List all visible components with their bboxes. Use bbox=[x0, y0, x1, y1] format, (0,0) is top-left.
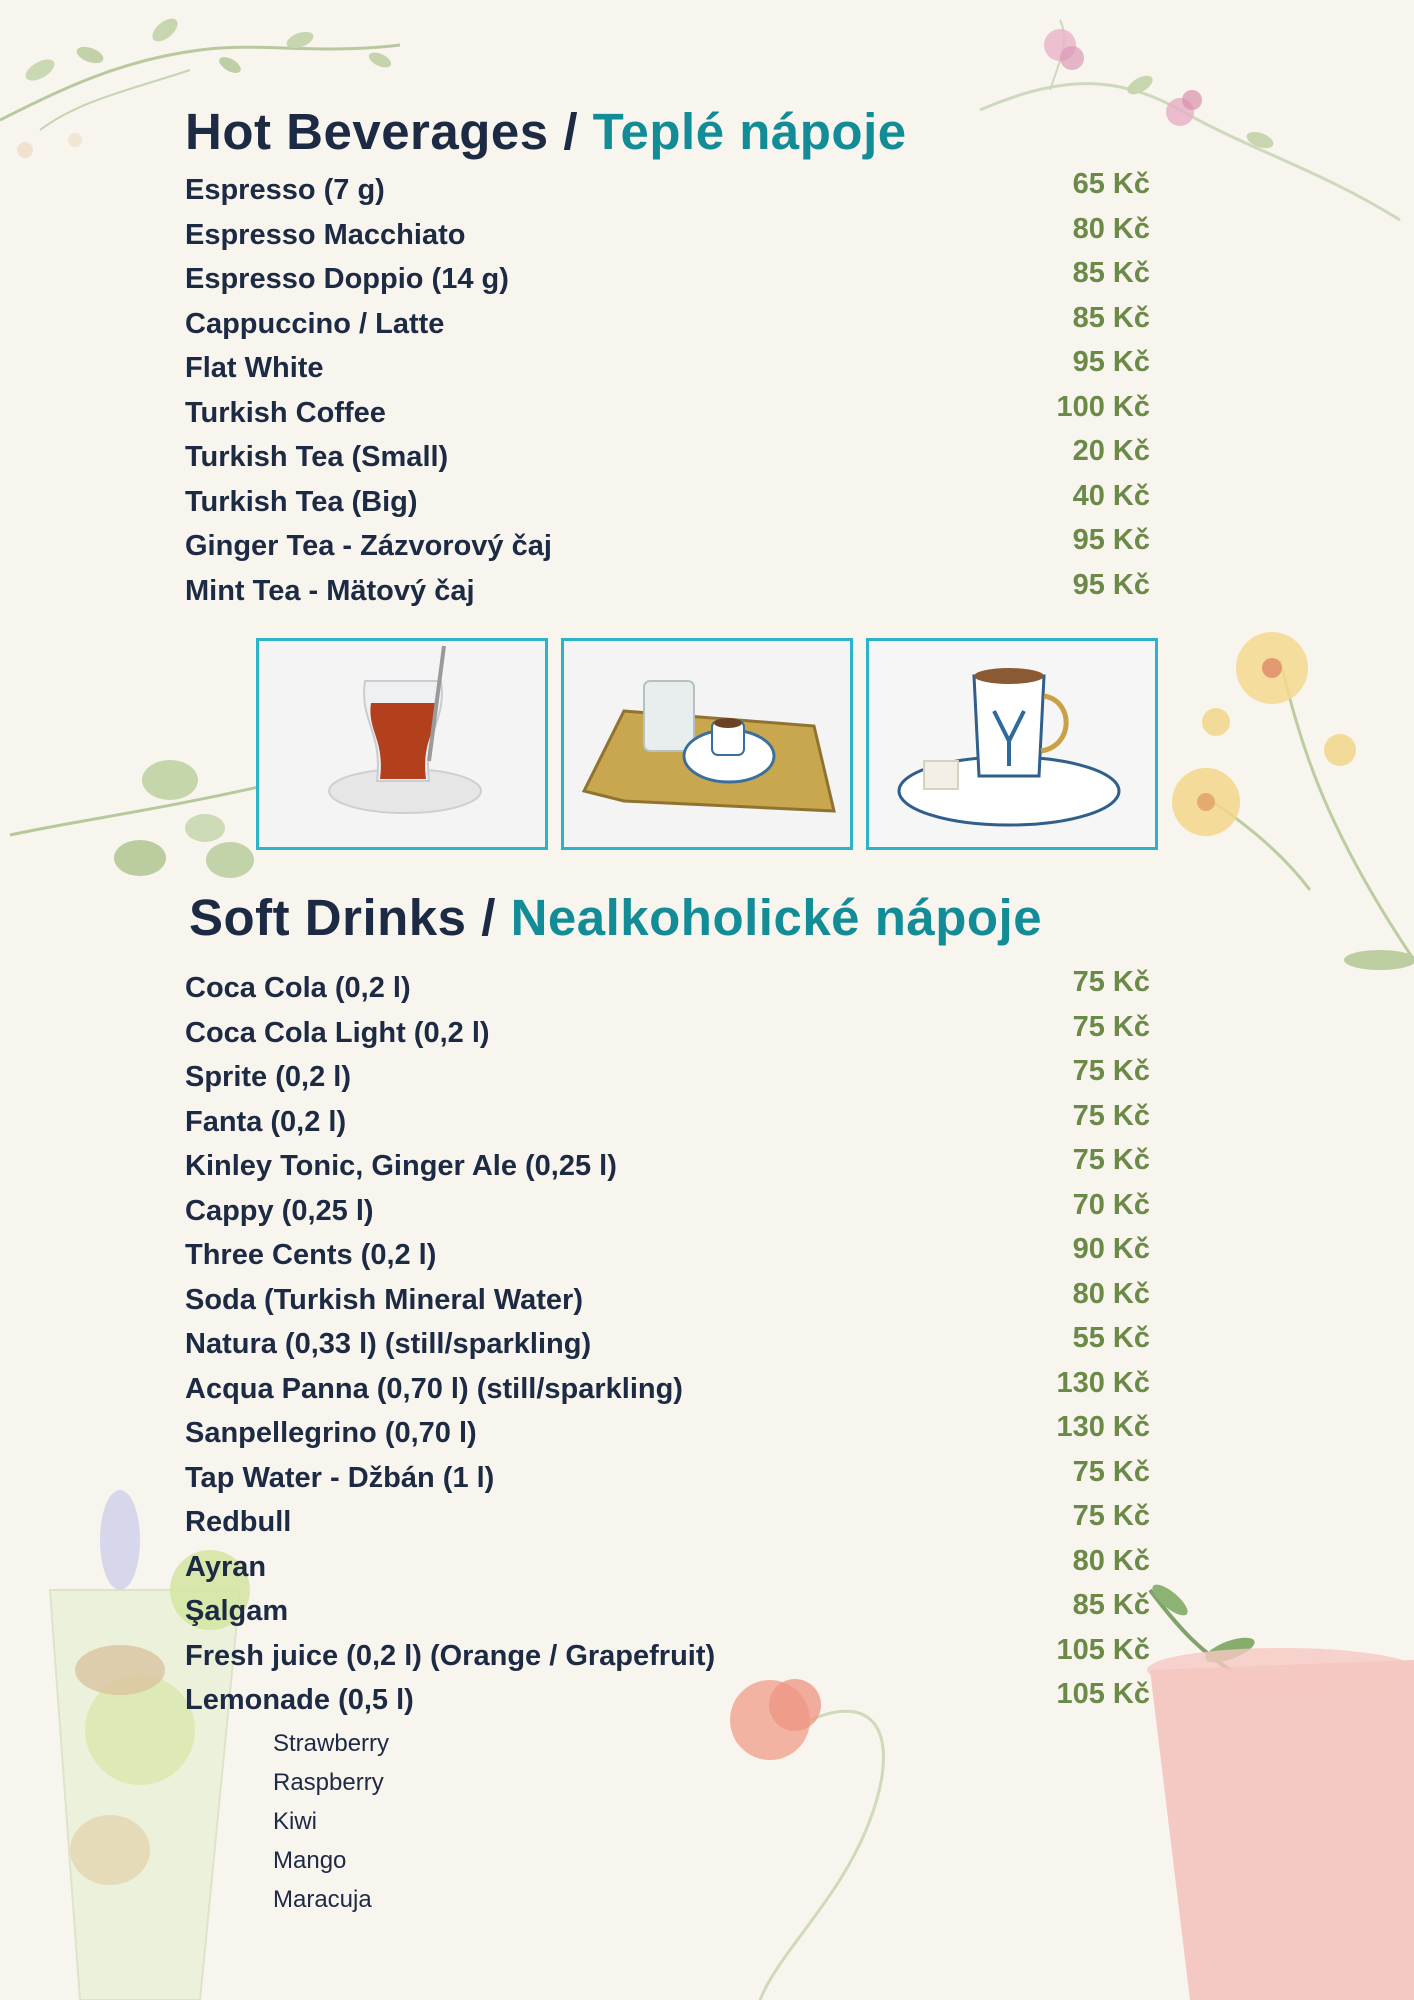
menu-item bbox=[185, 1277, 1170, 1329]
menu-item bbox=[185, 1544, 1170, 1596]
item-name: Espresso (7 g) bbox=[185, 174, 385, 206]
menu-item bbox=[185, 212, 1170, 264]
menu-item bbox=[185, 301, 1170, 353]
menu-item bbox=[185, 1633, 1170, 1685]
item-price: 130 Kč bbox=[1056, 1366, 1150, 1399]
item-name: Sprite (0,2 l) bbox=[185, 1061, 351, 1093]
menu-item bbox=[185, 1010, 1170, 1062]
photo-turkish-coffee-cup bbox=[866, 638, 1158, 850]
menu-item bbox=[185, 1188, 1170, 1240]
item-price: 95 Kč bbox=[1072, 524, 1150, 556]
item-price: 75 Kč bbox=[1072, 1455, 1150, 1488]
item-name: Fanta (0,2 l) bbox=[185, 1105, 347, 1138]
item-price: 100 Kč bbox=[1056, 390, 1150, 423]
item-name: Flat White bbox=[185, 352, 324, 384]
item-price: 75 Kč bbox=[1072, 966, 1150, 998]
menu-item bbox=[185, 435, 1170, 486]
menu-item bbox=[185, 1099, 1170, 1151]
soft-drinks-heading bbox=[189, 888, 1042, 947]
soft-drinks-title-en: Soft Drinks bbox=[189, 889, 467, 946]
item-name: Espresso Macchiato bbox=[185, 218, 466, 251]
lemonade-flavor: Mango bbox=[273, 1847, 347, 1874]
item-name: Turkish Tea (Small) bbox=[185, 441, 449, 473]
item-name: Kinley Tonic, Ginger Ale (0,25 l) bbox=[185, 1150, 617, 1182]
item-price: 95 Kč bbox=[1072, 568, 1150, 601]
item-price: 20 Kč bbox=[1072, 435, 1150, 467]
menu-item bbox=[185, 1678, 1170, 1729]
item-name: Soda (Turkish Mineral Water) bbox=[185, 1283, 583, 1316]
hot-beverages-list bbox=[185, 168, 1170, 619]
item-price: 80 Kč bbox=[1072, 212, 1150, 245]
lemonade-flavor: Kiwi bbox=[273, 1808, 318, 1835]
item-name: Lemonade (0,5 l) bbox=[185, 1684, 414, 1716]
item-name: Sanpellegrino (0,70 l) bbox=[185, 1417, 477, 1449]
item-name: Coca Cola Light (0,2 l) bbox=[185, 1016, 490, 1049]
photo-turkish-coffee-tray bbox=[561, 638, 853, 850]
item-name: Acqua Panna (0,70 l) (still/sparkling) bbox=[185, 1372, 683, 1405]
item-price: 80 Kč bbox=[1072, 1277, 1150, 1310]
hot-beverages-title-en: Hot Beverages bbox=[185, 103, 549, 160]
item-name: Cappuccino / Latte bbox=[185, 307, 445, 340]
item-name: Şalgam bbox=[185, 1595, 289, 1627]
lemonade-flavor: Raspberry bbox=[273, 1769, 384, 1796]
item-price: 75 Kč bbox=[1072, 1144, 1150, 1176]
menu-item bbox=[185, 1144, 1170, 1195]
item-price: 55 Kč bbox=[1072, 1322, 1150, 1354]
lemonade-flavor: Maracuja bbox=[273, 1886, 372, 1913]
item-name: Cappy (0,25 l) bbox=[185, 1194, 374, 1227]
item-price: 95 Kč bbox=[1072, 346, 1150, 378]
item-price: 65 Kč bbox=[1072, 168, 1150, 200]
menu-item bbox=[185, 966, 1170, 1017]
menu-item bbox=[185, 1233, 1170, 1284]
item-name: Espresso Doppio (14 g) bbox=[185, 263, 509, 295]
turkish-coffee-cup-icon bbox=[869, 641, 1155, 847]
item-price: 105 Kč bbox=[1056, 1678, 1150, 1710]
item-price: 75 Kč bbox=[1072, 1500, 1150, 1532]
menu-item bbox=[185, 568, 1170, 620]
menu-item bbox=[185, 1322, 1170, 1373]
item-name: Redbull bbox=[185, 1506, 292, 1538]
menu-item bbox=[185, 390, 1170, 442]
title-separator: / bbox=[563, 103, 578, 160]
turkish-coffee-tray-icon bbox=[564, 641, 850, 847]
item-price: 85 Kč bbox=[1072, 301, 1150, 334]
lemonade-flavor: Strawberry bbox=[273, 1730, 390, 1757]
lemonade-flavors-list bbox=[273, 1730, 389, 1925]
turkish-tea-glass-icon bbox=[259, 641, 545, 847]
item-name: Three Cents (0,2 l) bbox=[185, 1239, 437, 1271]
menu-item bbox=[185, 168, 1170, 219]
menu-item bbox=[185, 1500, 1170, 1551]
item-name: Turkish Coffee bbox=[185, 396, 386, 429]
item-price: 85 Kč bbox=[1072, 1589, 1150, 1621]
menu-item bbox=[185, 346, 1170, 397]
item-name: Mint Tea - Mätový čaj bbox=[185, 574, 475, 607]
item-name: Coca Cola (0,2 l) bbox=[185, 972, 411, 1004]
menu-item bbox=[185, 1366, 1170, 1418]
menu-item bbox=[185, 257, 1170, 308]
menu-item bbox=[185, 1589, 1170, 1640]
menu-item bbox=[185, 1455, 1170, 1507]
item-price: 105 Kč bbox=[1056, 1633, 1150, 1666]
title-separator: / bbox=[481, 889, 496, 946]
soft-drinks-title-cz: Nealkoholické nápoje bbox=[510, 889, 1043, 946]
item-price: 70 Kč bbox=[1072, 1188, 1150, 1221]
right-yellow-flowers-decoration bbox=[1150, 600, 1414, 980]
item-name: Turkish Tea (Big) bbox=[185, 485, 418, 518]
menu-item bbox=[185, 1055, 1170, 1106]
item-name: Ginger Tea - Zázvorový čaj bbox=[185, 530, 552, 562]
item-price: 75 Kč bbox=[1072, 1010, 1150, 1043]
hot-beverages-title-cz: Teplé nápoje bbox=[592, 103, 907, 160]
menu-item bbox=[185, 479, 1170, 531]
item-price: 40 Kč bbox=[1072, 479, 1150, 512]
item-name: Natura (0,33 l) (still/sparkling) bbox=[185, 1328, 592, 1360]
menu-item bbox=[185, 1411, 1170, 1462]
item-price: 75 Kč bbox=[1072, 1099, 1150, 1132]
soft-drinks-list bbox=[185, 966, 1170, 1729]
photo-turkish-tea bbox=[256, 638, 548, 850]
item-name: Fresh juice (0,2 l) (Orange / Grapefruit) bbox=[185, 1639, 716, 1672]
menu-item bbox=[185, 524, 1170, 575]
item-price: 80 Kč bbox=[1072, 1544, 1150, 1577]
hot-beverages-heading bbox=[185, 102, 907, 161]
item-price: 90 Kč bbox=[1072, 1233, 1150, 1265]
item-price: 75 Kč bbox=[1072, 1055, 1150, 1087]
item-price: 130 Kč bbox=[1056, 1411, 1150, 1443]
item-name: Tap Water - Džbán (1 l) bbox=[185, 1461, 495, 1494]
item-name: Ayran bbox=[185, 1550, 267, 1583]
item-price: 85 Kč bbox=[1072, 257, 1150, 289]
